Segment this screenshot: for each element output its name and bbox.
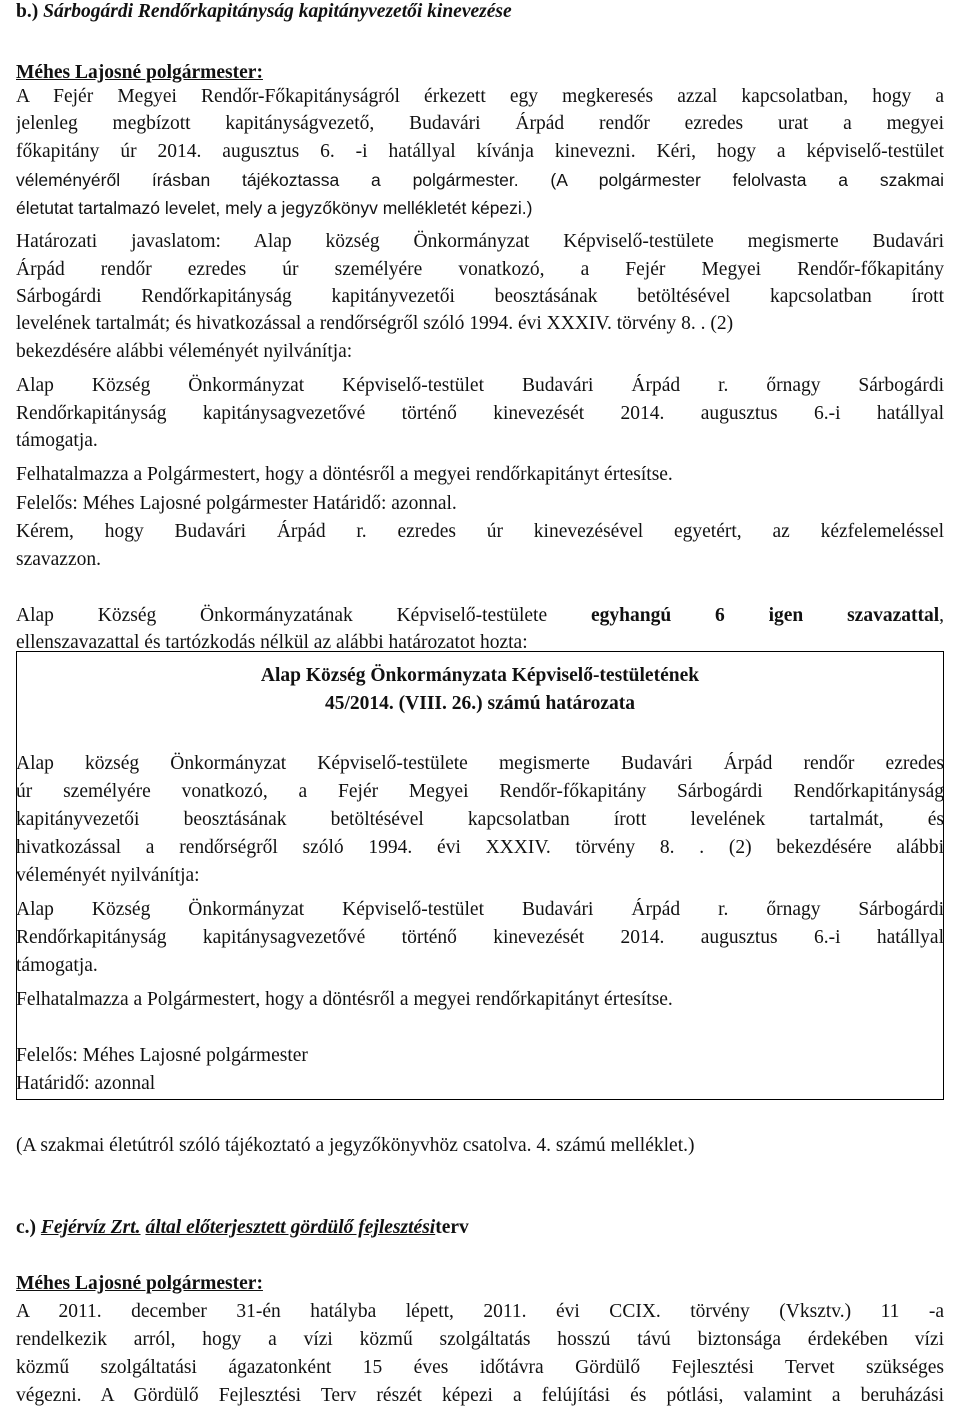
paragraph-line: életutat tartalmazó levelet, mely a jegyzőkönyv mellékletét képezi.) [16,198,533,218]
paragraph-line: Kérem, hogy Budavári Árpád r. ezredes úr kinevezésével egyetért, az kézfelemeléssel [16,521,944,542]
paragraph-line: Felhatalmazza a Polgármestert, hogy a döntésről a megyei rendőrkapitányt értesítse. [16,464,673,485]
paragraph-line: véleményéről írásban tájékoztassa a polgármester. (A polgármester felolvasta a szakmai [16,170,944,190]
paragraph-line: A Fejér Megyei Rendőr-Főkapitányságról érkezett egy megkeresés azzal kapcsolatban, hogy a [16,86,944,107]
section-b-title: Sárbogárdi Rendőrkapitányság kapitányvezetői kinevezése [43,1,512,22]
paragraph-line: támogatja. [16,430,98,451]
paragraph-line: Árpád rendőr ezredes úr személyére vonatkozó, a Fejér Megyei Rendőr-főkapitány [16,259,944,280]
paragraph-line: A 2011. december 31-én hatályba lépett, 2011. évi CCIX. törvény (Vksztv.) 11 -a [16,1301,944,1322]
speaker-label: Méhes Lajosné polgármester: [16,62,263,83]
resolution-line: támogatja. [16,955,98,976]
resolution-line: Alap Község Önkormányzat Képviselő-testület Budavári Árpád r. őrnagy Sárbogárdi [16,899,944,920]
section-c-prefix: c.) [16,1217,37,1238]
paragraph-line: Rendőrkapitányság kapitánysagvezetővé történő kinevezését 2014. augusztus 6.-i hatállyal [16,403,944,424]
paragraph-line: levelének tartalmát; és hivatkozással a rendőrségről szóló 1994. évi XXXIV. törvény 8. . (2) [16,313,734,334]
paragraph-line: főkapitány úr 2014. augusztus 6. -i hatállyal kívánja kinevezni. Kéri, hogy a képviselő-testület [16,141,944,162]
resolution-line: véleményét nyilvánítja: [16,865,200,886]
resolution-deadline: Határidő: azonnal [16,1073,156,1094]
attachment-note: (A szakmai életútról szóló tájékoztató a jegyzőkönyvhöz csatolva. 4. számú melléklet.) [16,1135,695,1156]
section-c-title: által előterjesztett gördülő fejlesztési [145,1217,436,1238]
resolution-line: Rendőrkapitányság kapitánysagvezetővé történő kinevezését 2014. augusztus 6.-i hatállyal [16,927,944,948]
section-b-prefix: b.) [16,1,39,22]
paragraph-line: végezni. A Gördülő Fejlesztési Terv részét képezi a felújítási és pótlási, valamint a beruházási [16,1385,944,1406]
paragraph-line: Határozati javaslatom: Alap község Önkormányzat Képviselő-testülete megismerte Budavári [16,231,944,252]
section-b-heading [16,0,944,24]
section-c-title-end: terv [435,1217,469,1238]
paragraph-line: közmű szolgáltatási ágazatonként 15 éves időtávra Gördülő Fejlesztési Tervet szükséges [16,1357,944,1378]
vote-comma: , [939,605,944,626]
section-c-company: Fejérvíz Zrt. [40,1217,141,1238]
resolution-number: 45/2014. (VIII. 26.) számú határozata [324,693,635,714]
paragraph-line: rendelkezik arról, hogy a vízi közmű szolgáltatás hosszú távú biztonsága érdekében vízi [16,1329,944,1350]
resolution-line: Alap község Önkormányzat Képviselő-testülete megismerte Budavári Árpád rendőr ezredes [16,753,944,774]
section-c-heading [16,1216,944,1240]
paragraph-line: Sárbogárdi Rendőrkapitányság kapitányvezetői beosztásának betöltésével kapcsolatban írott [16,286,944,307]
vote-line [16,604,944,628]
paragraph-line: bekezdésére alábbi véleményét nyilvánítja: [16,341,353,362]
resolution-line: Felhatalmazza a Polgármestert, hogy a döntésről a megyei rendőrkapitányt értesítse. [16,989,673,1010]
vote-result: egyhangú 6 igen szavazattal [590,605,940,626]
paragraph-line: jelenleg megbízott kapitányságvezető, Budavári Árpád rendőr ezredes urat a megyei [16,113,944,134]
resolution-title: Alap Község Önkormányzata Képviselő-testületének [260,665,700,686]
resolution-line: hivatkozással a rendőrségről szóló 1994. évi XXXIV. törvény 8. . (2) bekezdésére alábbi [16,837,944,858]
paragraph-line: szavazzon. [16,549,101,570]
paragraph-line: Felelős: Méhes Lajosné polgármester Határidő: azonnal. [16,493,457,514]
vote-line: ellenszavazattal és tartózkodás nélkül az alábbi határozatot hozta: [16,632,528,653]
resolution-line: úr személyére vonatkozó, a Fejér Megyei Rendőr-főkapitány Sárbogárdi Rendőrkapitányság [16,781,944,802]
paragraph-line: Alap Község Önkormányzat Képviselő-testület Budavári Árpád r. őrnagy Sárbogárdi [16,375,944,396]
speaker-label: Méhes Lajosné polgármester: [16,1273,263,1294]
resolution-line: kapitányvezetői beosztásának betöltésével kapcsolatban írott levelének tartalmát, és [16,809,944,830]
resolution-responsible: Felelős: Méhes Lajosné polgármester [16,1045,308,1066]
vote-text: Alap Község Önkormányzatának Képviselő-testülete [16,605,548,626]
